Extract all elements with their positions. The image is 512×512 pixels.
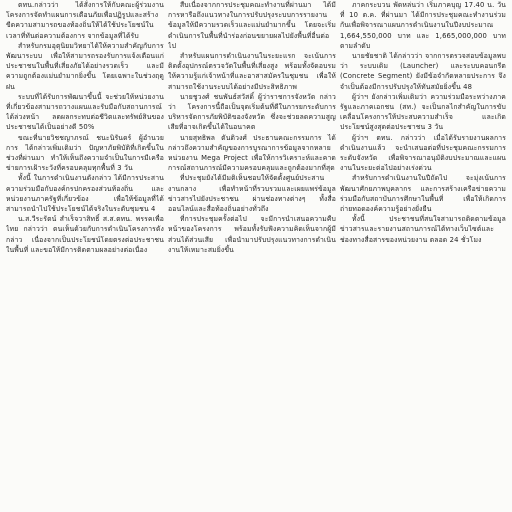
paragraph: สืบเนื่องจากการประชุมคณะทำงานที่ผ่านมา ได้มีการหารือถึงแนวทางในการปรับปรุงระบบการรายงานข้อมูลให้มีความรวดเร็วและแม่นยำมากขึ้น โดยจะเริ่มดำเนินการในพื้นที่นำร่องก่อนขยายผลไปยังพื้นที่อื่นต่อไป <box>168 1 336 50</box>
paragraph: ทั้งนี้ ในการดำเนินงานดังกล่าว ได้มีการประสานความร่วมมือกับองค์กรปกครองส่วนท้องถิ่น และหน่วยงานภาครัฐที่เกี่ยวข้อง เพื่อให้ข้อมูลที่ได้สามารถนำไปใช้ประโยชน์ได้จริงในระดับชุมชน 4 <box>6 174 164 214</box>
paragraph: สำหรับการดำเนินงานในปีถัดไป จะมุ่งเน้นการพัฒนาศักยภาพบุคลากร และการสร้างเครือข่ายความร่วมมือกับสถาบันการศึกษาในพื้นที่ เพื่อให้เกิดการถ่ายทอดองค์ความรู้อย่างยั่งยืน <box>340 174 506 214</box>
paragraph: ระบบที่ได้รับการพัฒนาขึ้นนี้ จะช่วยให้หน่วยงานที่เกี่ยวข้องสามารถวางแผนและรับมือกับสถานการณ์ได้ล่วงหน้า ลดผลกระทบต่อชีวิตและทรัพย์สินของประชาชนได้เป็นอย่างดี 50% <box>6 92 164 132</box>
paragraph: น.ส.วีระรัตน์ สำเร็จวาสิทธิ์ ส.ส.ตทน. พรรคเพื่อไทย กล่าวว่า ตนเห็นด้วยกับการดำเนินโครงการดังกล่าว เนื่องจากเป็นประโยชน์โดยตรงต่อประชาชนในพื้นที่ และขอให้มีการติดตามผลอย่างต่อเนื่อง <box>6 215 164 254</box>
paragraph: ตทน.กล่าวว่า ได้สั่งการให้กับคณะผู้ร่วมงาน โครงการจัดทำแผนการเตือนภัยเพื่อปฏิรูปและสร้างขีดความสามารถของท้องถิ่นให้ได้ใช้ประโยชน์ในเวลาที่ทันต่อความต้องการ จากข้อมูลที่ได้รับ <box>6 1 164 40</box>
paragraph: ที่ประชุมยังได้มีมติเห็นชอบให้จัดตั้งศูนย์ประสานงานกลาง เพื่อทำหน้าที่รวบรวมและเผยแพร่ข้อมูลข่าวสารไปยังประชาชน ผ่านช่องทางต่างๆ ทั้งสื่อออนไลน์และสื่อท้องถิ่นอย่างทั่วถึง <box>168 174 336 214</box>
paragraph: ภาคกระบวน พัดหล่นว่า เริ่มภาคบุญ 17.40 น. วันที่ 10 ต.ค. ที่ผ่านมา ได้มีการประชุมคณะทำงานร่วมกันเพื่อพิจารณาแผนการดำเนินงานในปีงบประมาณ 1,664,550,000 บาท และ 1,665,000,000 บาท ตามลำดับ <box>340 1 506 50</box>
paragraph: สำหรับแผนการดำเนินงานในระยะแรก จะเน้นการติดตั้งอุปกรณ์ตรวจวัดในพื้นที่เสี่ยงสูง พร้อมทั้งจัดอบรมให้ความรู้แก่เจ้าหน้าที่และอาสาสมัครในชุมชน เพื่อให้สามารถใช้งานระบบได้อย่างมีประสิทธิภาพ <box>168 52 336 91</box>
paragraph: สำหรับกรมอุตุนิยมวิทยาได้ให้ความสำคัญกับการพัฒนาระบบ เพื่อให้สามารถรองรับการแจ้งเตือนแก่ประชาชนในพื้นที่เสี่ยงภัยได้อย่างรวดเร็ว และมีความถูกต้องแม่นยำมากยิ่งขึ้น โดยเฉพาะในช่วงฤดูฝน <box>6 41 164 91</box>
text-column-2 <box>168 0 336 512</box>
paragraph: นายชูวงศ์ ชนพันธ์สวัสดิ์ ผู้ว่าราชการจังหวัด กล่าวว่า โครงการนี้ถือเป็นจุดเริ่มต้นที่ดีในการยกระดับการบริหารจัดการภัยพิบัติของจังหวัด ซึ่งจะช่วยลดความสูญเสียที่อาจเกิดขึ้นได้ในอนาคต <box>168 92 336 132</box>
paragraph: นายสุทธิพล ตันติวงศ์ ประธานคณะกรรมการ ได้กล่าวถึงความสำคัญของการบูรณาการข้อมูลจากหลายหน่วยงาน Mega Project เพื่อให้การวิเคราะห์และคาดการณ์สถานการณ์มีความครอบคลุมและถูกต้องมากที่สุด <box>168 133 336 173</box>
paragraph: ที่การประชุมครั้งต่อไป จะมีการนำเสนอความคืบหน้าของโครงการ พร้อมทั้งรับฟังความคิดเห็นจากผู้มีส่วนได้ส่วนเสีย เพื่อนำมาปรับปรุงแนวทางการดำเนินงานให้เหมาะสมยิ่งขึ้น <box>168 215 336 254</box>
paragraph: ผู้ว่าฯ ยังกล่าวเพิ่มเติมว่า ความร่วมมือระหว่างภาครัฐและภาคเอกชน (สท.) จะเป็นกลไกสำคัญในการขับเคลื่อนโครงการให้ประสบความสำเร็จ และเกิดประโยชน์สูงสุดต่อประชาชน 3 วัน <box>340 92 506 132</box>
paragraph: ผู้ว่าฯ ตทน. กล่าวว่า เมื่อได้รับรายงานผลการดำเนินงานแล้ว จะนำเสนอต่อที่ประชุมคณะกรรมการระดับจังหวัด เพื่อพิจารณาอนุมัติงบประมาณและแผนงานในระยะต่อไปอย่างเร่งด่วน <box>340 133 506 173</box>
paragraph: ขณะที่นายวิชชญาภรณ์ ชนะนิรันดร์ ผู้อำนวยการ ได้กล่าวเพิ่มเติมว่า ปัญหาภัยพิบัติที่เกิดขึ้นในช่วงที่ผ่านมา ทำให้เห็นถึงความจำเป็นในการมีเครือข่ายการเฝ้าระวังที่ครอบคลุมทุกพื้นที่ 3 วัน <box>6 133 164 173</box>
paragraph: นายชัยชาติ ได้กล่าวว่า จากการตรวจสอบข้อมูลพบว่า ระบบเดิม (Launcher) และระบบคอนกรีต (Concrete Segment) ยังมีข้อจำกัดหลายประการ จึงจำเป็นต้องมีการปรับปรุงให้ทันสมัยยิ่งขึ้น 48 <box>340 52 506 91</box>
text-column-1 <box>6 0 164 512</box>
text-column-3 <box>340 0 506 512</box>
paragraph: ทั้งนี้ ประชาชนที่สนใจสามารถติดตามข้อมูลข่าวสารและรายงานสถานการณ์ได้ทางเว็บไซต์และช่องทางสื่อสารของหน่วยงาน ตลอด 24 ชั่วโมง <box>340 215 506 244</box>
